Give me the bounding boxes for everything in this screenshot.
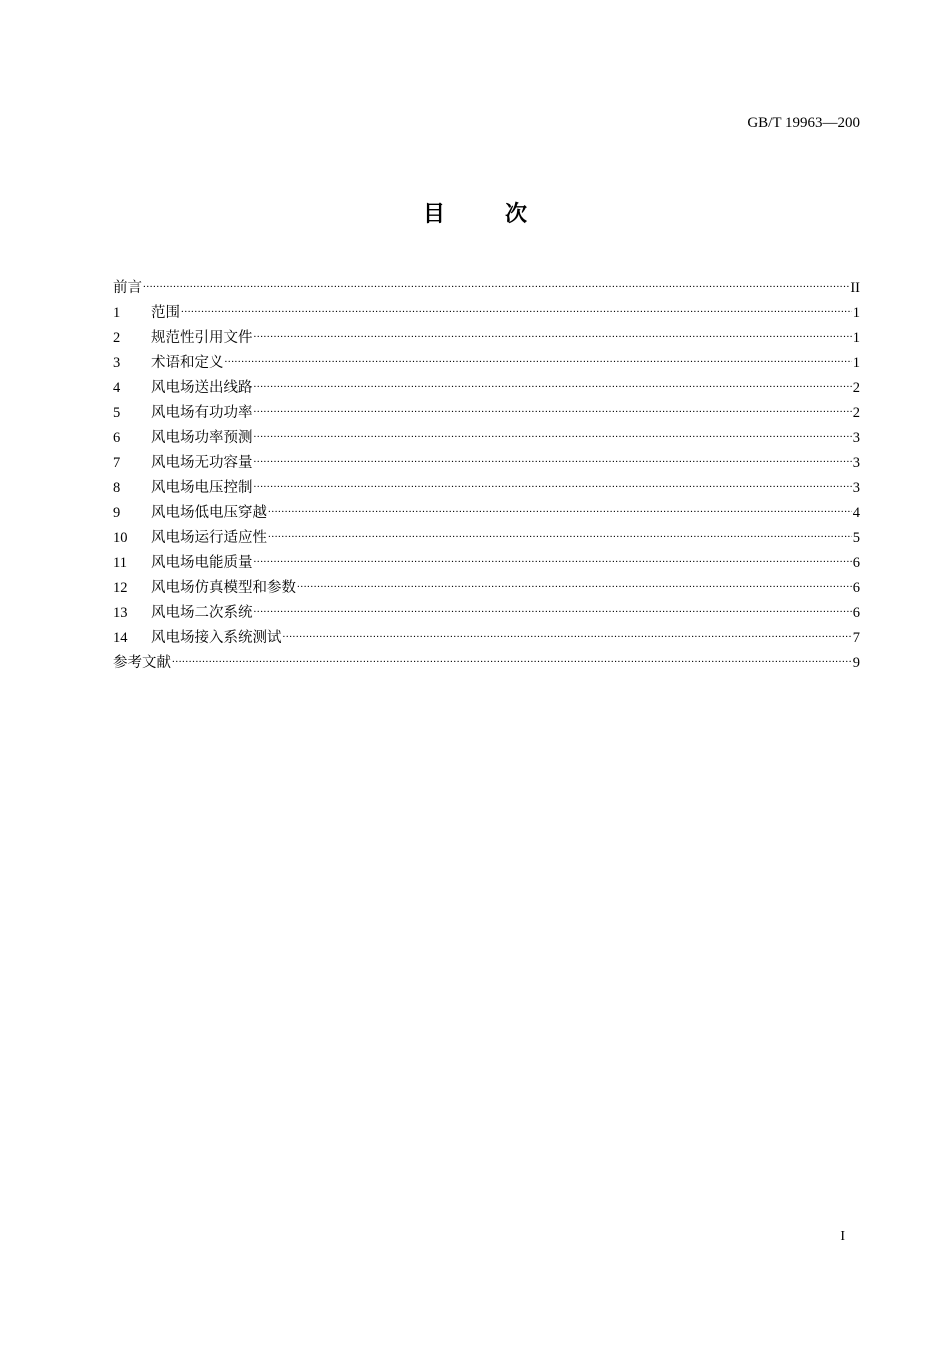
- toc-entry-page: 1: [852, 355, 860, 371]
- toc-entry-label: 术语和定义: [151, 355, 224, 371]
- toc-entry-page: 6: [852, 605, 860, 621]
- toc-entry[interactable]: [113, 351, 860, 376]
- toc-dot-leader: [297, 576, 852, 592]
- toc-entry-page: 9: [852, 655, 860, 671]
- page-number: I: [840, 1229, 845, 1244]
- toc-entry-label: 风电场电压控制: [151, 480, 253, 496]
- toc-entry[interactable]: [113, 326, 860, 351]
- toc-dot-leader: [254, 376, 852, 392]
- toc-dot-leader: [283, 626, 852, 642]
- toc-entry-number: 14: [113, 630, 128, 646]
- toc-dot-leader: [254, 601, 852, 617]
- toc-entry-label: 风电场运行适应性: [151, 530, 267, 546]
- toc-entry-label: 风电场送出线路: [151, 380, 253, 396]
- toc-entry-page: 4: [852, 505, 860, 521]
- toc-entry-page: 2: [852, 405, 860, 421]
- toc-entry-page: 3: [852, 430, 860, 446]
- toc-dot-leader: [143, 276, 849, 292]
- toc-entry[interactable]: [113, 426, 860, 451]
- toc-dot-leader: [225, 351, 852, 367]
- toc-entry-label: 风电场仿真模型和参数: [151, 580, 296, 596]
- toc-entry[interactable]: [113, 501, 860, 526]
- toc-dot-leader: [254, 326, 852, 342]
- toc-entry-number: 10: [113, 530, 128, 546]
- toc-entry-page: 1: [852, 305, 860, 321]
- toc-entry[interactable]: [113, 551, 860, 576]
- toc-dot-leader: [254, 426, 852, 442]
- toc-entry-number: 1: [113, 305, 121, 321]
- toc-entry[interactable]: [113, 601, 860, 626]
- toc-entry-label: 风电场有功功率: [151, 405, 253, 421]
- toc-entry-number: 8: [113, 480, 121, 496]
- toc-dot-leader: [254, 476, 852, 492]
- toc-entry-label: 范围: [151, 305, 180, 321]
- toc-entry-page: 1: [852, 330, 860, 346]
- toc-entry-page: 3: [852, 480, 860, 496]
- table-of-contents: [113, 276, 860, 676]
- toc-dot-leader: [172, 651, 852, 667]
- toc-entry[interactable]: [113, 526, 860, 551]
- toc-entry-page: 6: [852, 555, 860, 571]
- toc-entry-number: 5: [113, 405, 121, 421]
- toc-entry-page: 5: [852, 530, 860, 546]
- toc-entry[interactable]: [113, 376, 860, 401]
- toc-entry[interactable]: [113, 451, 860, 476]
- toc-entry-page: 3: [852, 455, 860, 471]
- toc-entry-label: 风电场接入系统测试: [151, 630, 282, 646]
- toc-dot-leader: [268, 501, 852, 517]
- toc-entry-label: 风电场无功容量: [151, 455, 253, 471]
- toc-entry-number: 4: [113, 380, 121, 396]
- toc-entry-number: 13: [113, 605, 128, 621]
- toc-entry-page: 2: [852, 380, 860, 396]
- toc-entry[interactable]: [113, 576, 860, 601]
- toc-entry-number: 7: [113, 455, 121, 471]
- page-title: 目次: [422, 202, 587, 227]
- toc-entry-page: II: [850, 280, 860, 296]
- toc-entry-number: 9: [113, 505, 121, 521]
- toc-dot-leader: [181, 301, 852, 317]
- toc-entry-page: 6: [852, 580, 860, 596]
- toc-entry[interactable]: [113, 626, 860, 651]
- document-code: GB/T 19963—200: [747, 115, 860, 131]
- toc-entry-page: 7: [852, 630, 860, 646]
- toc-dot-leader: [254, 551, 852, 567]
- toc-entry[interactable]: [113, 301, 860, 326]
- toc-entry-number: 11: [113, 555, 127, 571]
- toc-entry-number: 2: [113, 330, 121, 346]
- toc-dot-leader: [254, 401, 852, 417]
- toc-dot-leader: [268, 526, 852, 542]
- toc-entry-number: 6: [113, 430, 121, 446]
- toc-entry[interactable]: [113, 651, 860, 676]
- toc-entry-label: 参考文献: [113, 655, 171, 671]
- toc-entry-label: 风电场电能质量: [151, 555, 253, 571]
- toc-entry-label: 风电场二次系统: [151, 605, 253, 621]
- toc-entry-number: 12: [113, 580, 128, 596]
- toc-entry-label: 风电场功率预测: [151, 430, 253, 446]
- toc-entry[interactable]: [113, 476, 860, 501]
- toc-entry-label: 规范性引用文件: [151, 330, 253, 346]
- toc-entry[interactable]: [113, 276, 860, 301]
- toc-entry[interactable]: [113, 401, 860, 426]
- toc-dot-leader: [254, 451, 852, 467]
- toc-entry-label: 前言: [113, 280, 142, 296]
- toc-entry-number: 3: [113, 355, 121, 371]
- toc-entry-label: 风电场低电压穿越: [151, 505, 267, 521]
